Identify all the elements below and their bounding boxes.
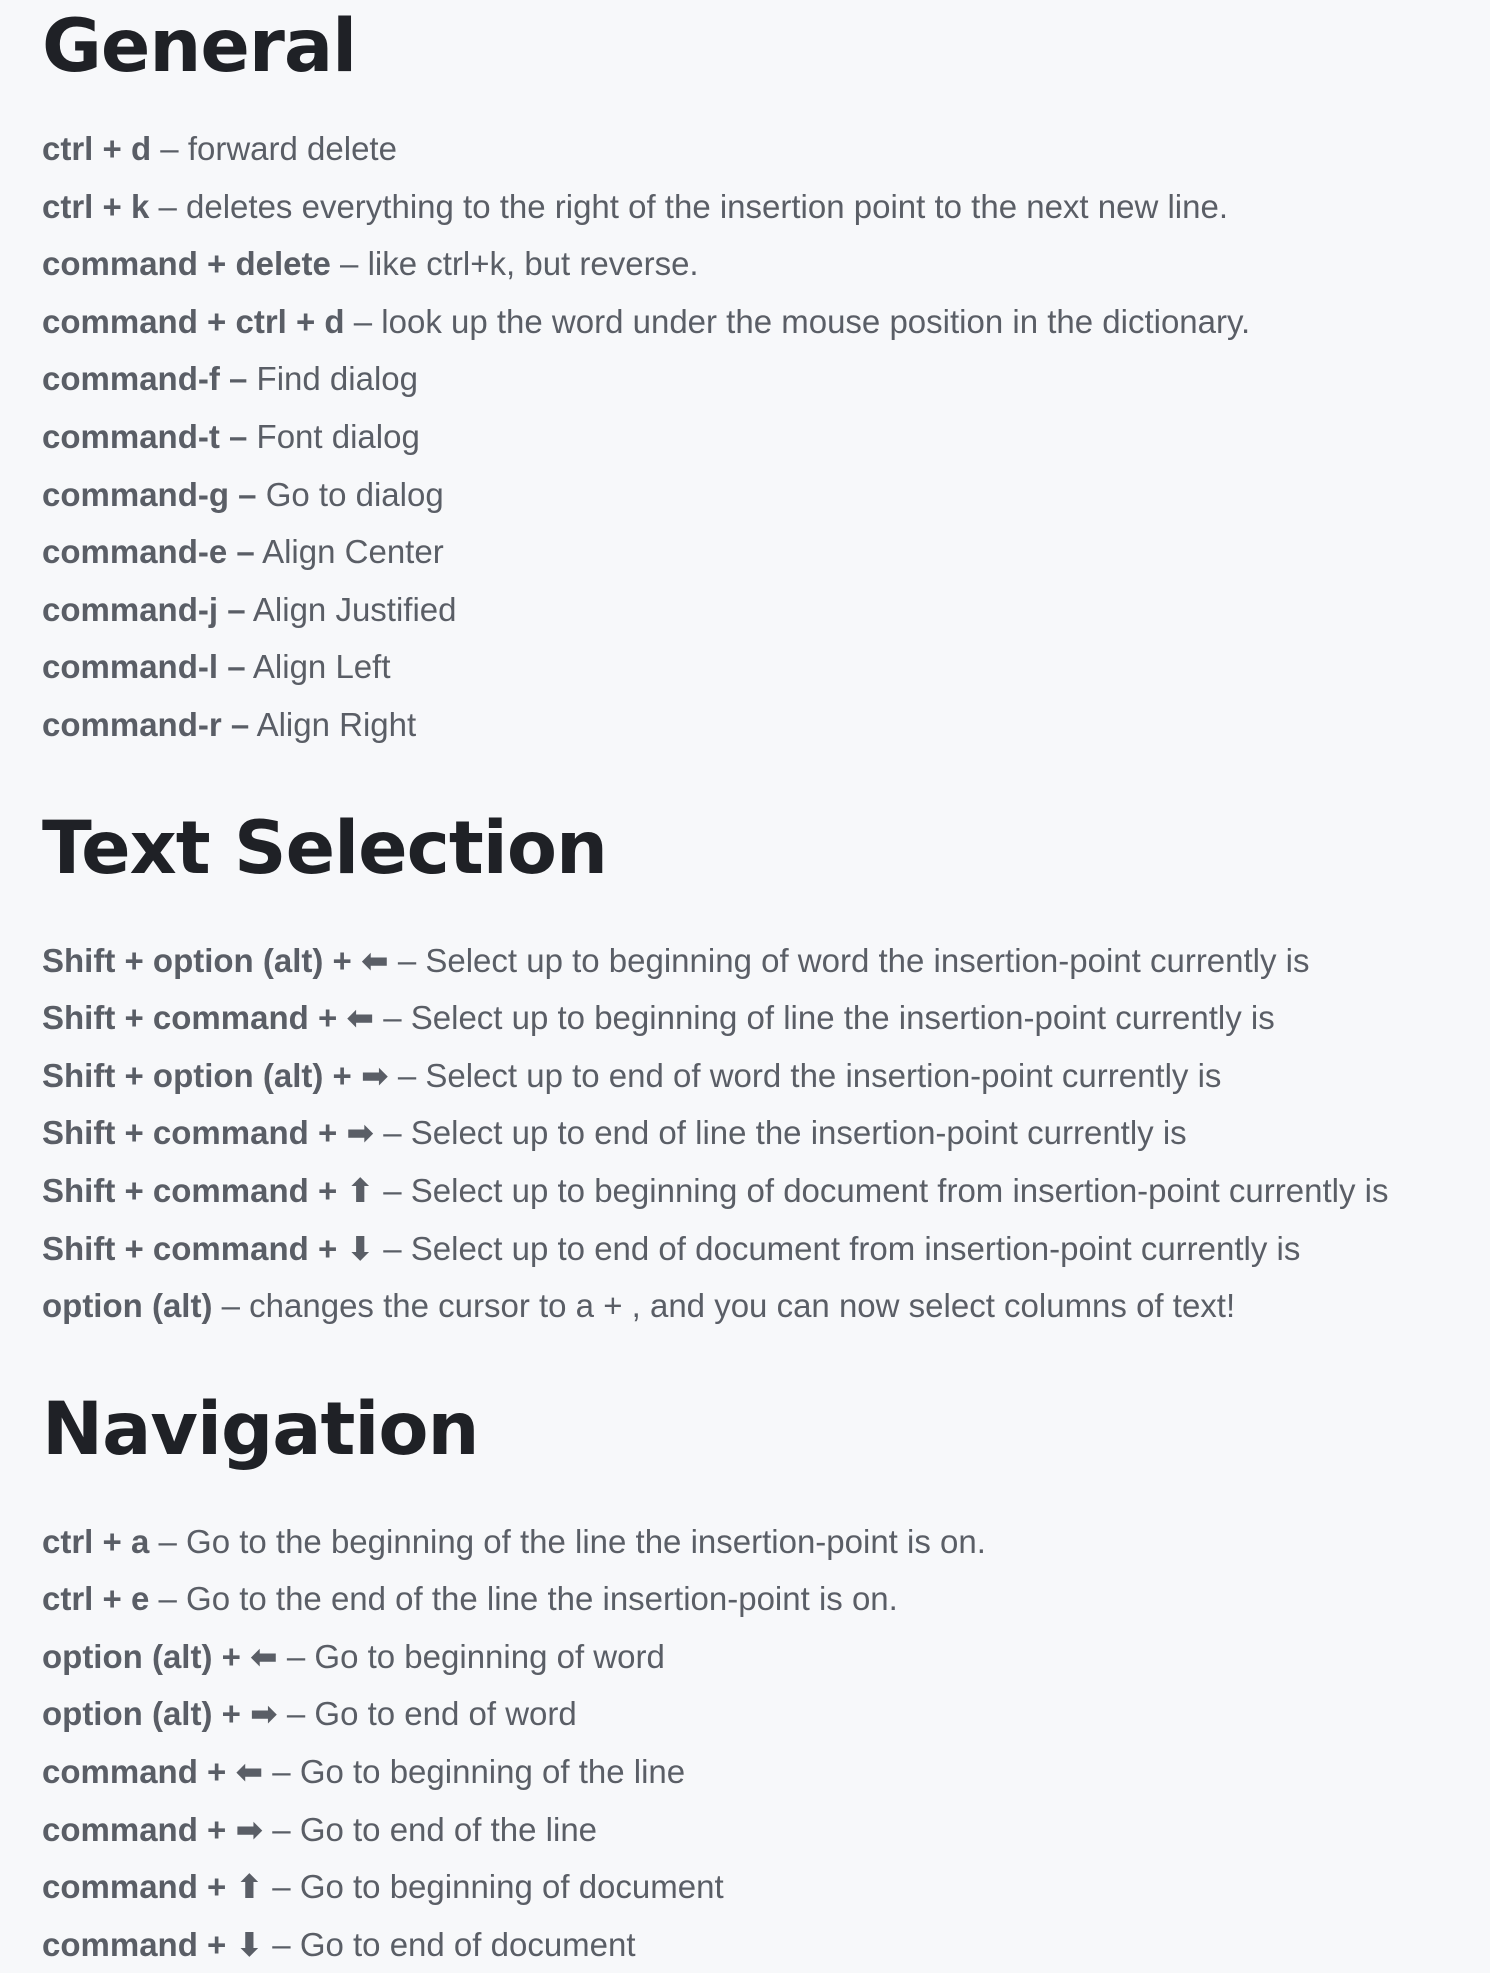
shortcut-item [42, 1570, 1448, 1628]
shortcut-description: deletes everything to the right of the insertion point to the next new line. [186, 187, 1228, 225]
shortcut-item [42, 1513, 1448, 1571]
shortcut-keys: Shift + option (alt) + ⬅ [42, 941, 389, 979]
shortcut-list [42, 1513, 1448, 1973]
shortcut-keys: Shift + command + ⬅ [42, 999, 375, 1037]
separator: – [383, 1171, 411, 1209]
shortcut-item [42, 1162, 1448, 1220]
shortcut-keys: command + ➡ [42, 1810, 264, 1848]
shortcut-keys: Shift + option (alt) + ➡ [42, 1056, 389, 1094]
shortcut-keys: ctrl + k [42, 187, 159, 225]
shortcut-keys: command-t – [42, 417, 248, 455]
shortcut-item [42, 408, 1448, 466]
shortcut-keys: command-r – [42, 705, 250, 743]
shortcut-description: Select up to beginning of line the insertion-point currently is [410, 999, 1275, 1037]
shortcut-keys: ctrl + d [42, 130, 161, 167]
shortcut-description: Align Center [262, 533, 444, 571]
separator: – [272, 1810, 300, 1848]
shortcut-keys: Shift + command + ⬇ [42, 1229, 375, 1267]
shortcut-description: Select up to end of line the insertion-point currently is [410, 1114, 1187, 1152]
shortcut-item [42, 293, 1448, 351]
separator: – [397, 1056, 426, 1094]
separator: – [397, 941, 426, 979]
shortcut-description: Go to end of word [314, 1695, 577, 1733]
shortcut-item [42, 1916, 1448, 1973]
separator: – [340, 245, 368, 283]
shortcut-keys: option (alt) [42, 1287, 213, 1325]
section-general [42, 0, 1448, 754]
shortcut-item [42, 1685, 1448, 1743]
shortcut-item [42, 1743, 1448, 1801]
separator: – [383, 999, 411, 1037]
shortcut-description: Select up to beginning of word the insertion-point currently is [425, 941, 1310, 979]
separator: – [272, 1753, 300, 1791]
shortcut-keys: command-j – [42, 590, 246, 628]
separator: – [353, 302, 382, 340]
shortcut-description: changes the cursor to a + , and you can now select columns of text! [249, 1287, 1236, 1325]
shortcut-keys: command-e – [42, 533, 255, 571]
shortcut-description: forward delete [187, 130, 397, 167]
shortcut-item [42, 120, 1448, 178]
shortcut-item [42, 350, 1448, 408]
section-title: Text Selection [42, 805, 607, 891]
shortcut-keys: ctrl + a [42, 1522, 150, 1560]
shortcut-keys: command-l – [42, 648, 246, 686]
shortcut-list [42, 932, 1448, 1335]
shortcut-description: Align Justified [252, 590, 457, 628]
shortcut-item [42, 1858, 1448, 1916]
separator: – [221, 1287, 250, 1325]
separator: – [383, 1229, 411, 1267]
shortcut-item [42, 466, 1448, 524]
shortcut-keys: command + delete [42, 245, 331, 283]
shortcut-description: look up the word under the mouse position in the dictionary. [381, 302, 1251, 340]
shortcut-description: Select up to end of word the insertion-point currently is [425, 1056, 1222, 1094]
shortcut-item [42, 1104, 1448, 1162]
section-title: Navigation [42, 1386, 479, 1472]
shortcut-keys: command + ⬅ [42, 1753, 264, 1791]
separator: – [383, 1114, 411, 1152]
shortcut-keys: command + ⬇ [42, 1925, 264, 1963]
shortcut-item [42, 178, 1448, 236]
shortcut-item [42, 1047, 1448, 1105]
shortcut-item [42, 581, 1448, 639]
section-title: General [42, 4, 357, 89]
shortcut-description: Align Left [252, 648, 391, 686]
shortcut-description: Go to end of document [299, 1925, 636, 1963]
shortcut-keys: Shift + command + ⬆ [42, 1171, 375, 1209]
separator: – [272, 1868, 300, 1906]
shortcut-item [42, 1220, 1448, 1278]
shortcut-item [42, 523, 1448, 581]
shortcut-description: Font dialog [256, 417, 420, 455]
shortcut-keys: command-f – [42, 360, 248, 398]
shortcut-list [42, 120, 1448, 754]
separator: – [286, 1637, 315, 1675]
shortcut-keys: command + ctrl + d [42, 302, 345, 340]
section-text-selection [42, 806, 1448, 1335]
shortcut-description: Go to beginning of document [299, 1868, 724, 1906]
separator: – [158, 1580, 187, 1618]
shortcut-keys: command + ⬆ [42, 1868, 264, 1906]
shortcut-keys: command-g – [42, 475, 257, 513]
shortcut-item [42, 989, 1448, 1047]
separator: – [286, 1695, 315, 1733]
separator: – [158, 187, 187, 225]
shortcut-description: Go to the beginning of the line the insertion-point is on. [186, 1522, 986, 1560]
shortcut-description: Align Right [256, 705, 417, 743]
shortcut-item [42, 638, 1448, 696]
shortcut-keys: ctrl + e [42, 1580, 150, 1618]
shortcut-description: Go to beginning of word [314, 1637, 665, 1675]
shortcut-keys: option (alt) + ➡ [42, 1695, 278, 1733]
section-navigation [42, 1386, 1448, 1973]
shortcut-description: Go to the end of the line the insertion-point is on. [186, 1580, 898, 1618]
shortcut-keys: Shift + command + ➡ [42, 1114, 375, 1152]
separator: – [160, 130, 188, 167]
shortcut-description: Go to end of the line [299, 1810, 598, 1848]
shortcut-description: like ctrl+k, but reverse. [367, 245, 699, 283]
separator: – [272, 1925, 300, 1963]
shortcut-item [42, 932, 1448, 990]
separator: – [158, 1522, 187, 1560]
shortcut-item [42, 696, 1448, 754]
shortcut-description: Find dialog [256, 360, 418, 398]
shortcut-description: Select up to beginning of document from insertion-point currently is [410, 1171, 1389, 1209]
shortcut-keys: option (alt) + ⬅ [42, 1637, 278, 1675]
shortcut-item [42, 1277, 1448, 1335]
shortcut-item [42, 1801, 1448, 1859]
shortcut-item [42, 1628, 1448, 1686]
shortcut-description: Go to dialog [265, 475, 444, 513]
shortcut-item [42, 235, 1448, 293]
shortcut-description: Select up to end of document from insertion-point currently is [410, 1229, 1301, 1267]
shortcut-description: Go to beginning of the line [299, 1753, 686, 1791]
